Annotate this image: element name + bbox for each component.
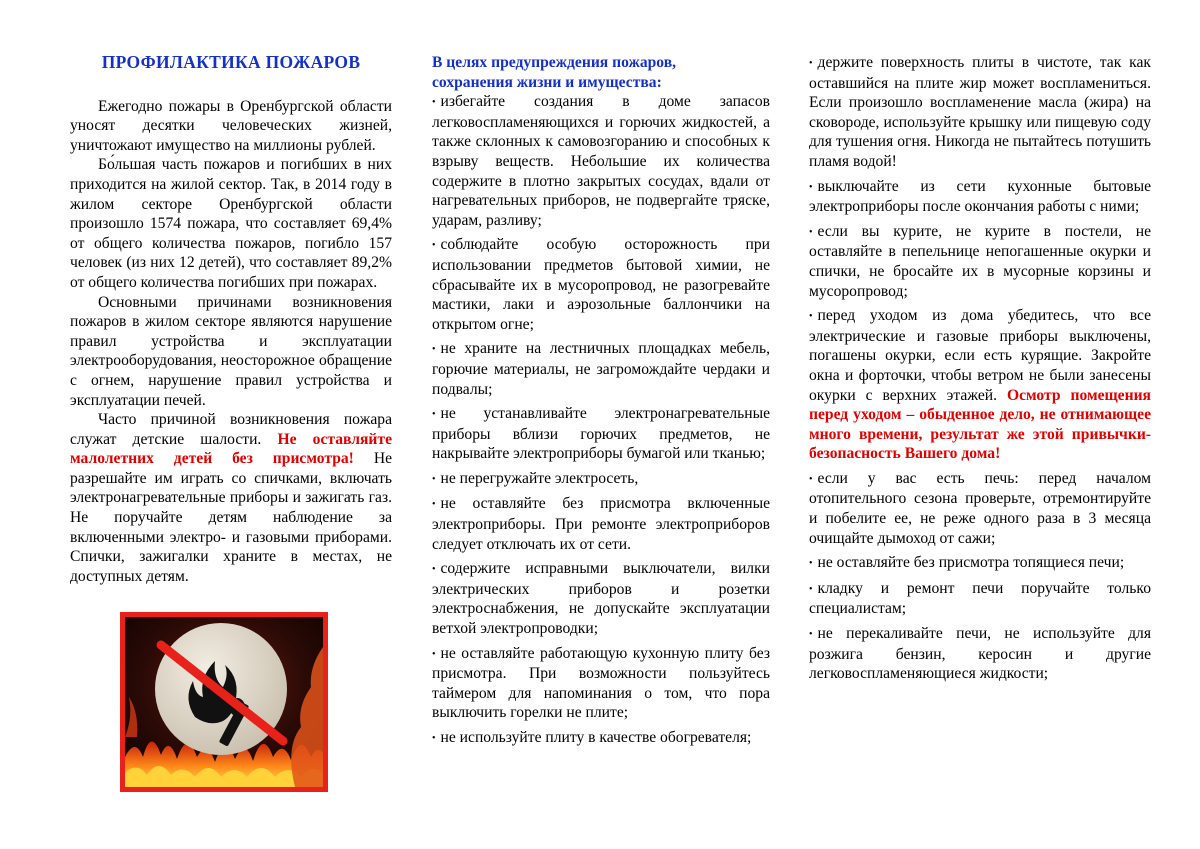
list-item (432, 469, 770, 490)
list-item-text: не храните на лестничных площадках мебель, горючие материалы, не загромождайте чердаки и подвалы; (432, 340, 770, 398)
bullet-icon: • (432, 344, 436, 356)
paragraph-causes: Основными причинами возникновения пожаров в жилом секторе являются нарушение правил устройства и эксплуатации электрооборудования, неосторожное обращение с огнем, нарушение правил устройства и эксплуатации печей. (70, 293, 392, 409)
list-item (432, 728, 770, 749)
bullet-icon: • (809, 583, 813, 595)
list-item-text: содержите исправными выключатели, вилки электрических приборов и розетки электроснабжения, не допускайте эксплуатации ветхой электропроводки; (432, 560, 770, 638)
list-item-text: не оставляйте без присмотра топящиеся печи; (817, 554, 1125, 572)
list-item (432, 404, 770, 464)
list-item-text: кладку и ремонт печи поручайте только специалистам; (809, 579, 1151, 618)
list-item (809, 53, 1151, 172)
bullet-icon: • (809, 226, 813, 238)
list-item (809, 222, 1151, 301)
list-item-text: соблюдайте особую осторожность при использовании предметов бытовой химии, не сбрасывайте их в мусоропровод, не разогревайте мастики, лаки и аэрозольные баллончики на открытом огне; (432, 236, 770, 333)
list-item-text: не оставляйте без присмотра включенные электроприборы. При ремонте электроприборов следует отключать их от сети. (432, 495, 770, 553)
list-item (809, 306, 1151, 464)
list-item (432, 339, 770, 399)
list-item (809, 624, 1151, 684)
list-item (809, 469, 1151, 548)
bullet-icon: • (809, 181, 813, 193)
list-item (432, 92, 770, 230)
list-item-text: перед уходом из дома убедитесь, что все электрические и газовые приборы выключены, погашены окурки, если есть курящие. Закройте окна и форточки, чтобы ветром не были занесены окурки с верхних этажей. (809, 307, 1151, 404)
bullet-icon: • (432, 733, 436, 744)
prevention-header-line-1: В целях предупреждения пожаров, (432, 54, 677, 71)
list-item-text: не перегружайте электросеть, (440, 469, 639, 487)
list-item (432, 644, 770, 723)
bullet-icon: • (432, 499, 436, 511)
list-item-text: выключайте из сети кухонные бытовые электроприборы после окончания работы с ними; (809, 177, 1151, 216)
bullet-icon: • (809, 558, 813, 570)
list-item (809, 553, 1151, 574)
bullet-icon: • (432, 648, 436, 660)
list-item (432, 235, 770, 334)
list-item (432, 494, 770, 554)
no-fire-prohibition-sign-icon (125, 617, 323, 787)
bullet-icon: • (809, 58, 813, 69)
prevention-header (432, 53, 770, 92)
bullet-icon: • (432, 564, 436, 576)
list-item-text: держите поверхность плиты в чистоте, так как оставшийся на плите жир может воспламениться. Если произошло воспламенение масла (жира) на сковороде, используйте крышку или пищевую соду для тушения огня. Никогда не пытайтесь потушить пламя водой! (809, 54, 1151, 170)
bullet-icon: • (432, 409, 436, 421)
page-title: ПРОФИЛАКТИКА ПОЖАРОВ (101, 52, 361, 72)
column-1 (70, 0, 392, 586)
list-item (809, 177, 1151, 217)
leaving-home-warning: Осмотр помещения перед уходом – обыденное дело, не отнимающее много времени, результат же этой привычки- безопасность Вашего дома! (809, 386, 1151, 463)
prevention-header-line-2: сохранения жизни и имущества: (432, 73, 662, 91)
bullet-icon: • (809, 473, 813, 485)
bullet-icon: • (809, 629, 813, 641)
list-item (809, 579, 1151, 619)
bullet-icon: • (809, 311, 813, 323)
bullet-icon: • (432, 473, 436, 485)
children-text-a: Часто причиной возникновения пожара служат детские шалости. (70, 411, 392, 448)
list-item-text: не используйте плиту в качестве обогревателя; (440, 729, 752, 746)
paragraph-children (70, 410, 392, 586)
list-item (432, 559, 770, 638)
no-fire-sign-image (120, 612, 328, 792)
bullet-icon: • (432, 97, 436, 109)
list-item-text: если вы курите, не курите в постели, не оставляйте в пепельнице непогашенные окурки и спички, не бросайте их в мусорные корзины и мусоропровод; (809, 222, 1151, 300)
list-item-text: избегайте создания в доме запасов легковоспламеняющихся и горючих жидкостей, а также склонных к самовозгоранию и способных к взрыву веществ. Небольшие их количества содержите в плотно закрытых сосудах, вдали от нагревательных приборов, не подвергайте тряске, ударам, разливу; (432, 93, 770, 229)
bullet-icon: • (432, 240, 436, 252)
list-item-text: не оставляйте работающую кухонную плиту без присмотра. При возможности пользуйтесь таймером для напоминания о том, что пора выключить горелки не плите; (432, 644, 770, 722)
list-item-text: не устанавливайте электронагревательные приборы вблизи горючих предметов, не накрывайте электроприборы бумагой или тканью; (432, 405, 770, 463)
children-text-b: Не разрешайте им играть со спичками, включать электронагревательные приборы и зажигать газ. Не поручайте детям наблюдение за включенными электро- и газовыми приборами. Спички, зажигалки храните в местах, не доступных детям. (70, 450, 392, 585)
paragraph-statistics: Бо́льшая часть пожаров и погибших в них приходится на жилой сектор. Так, в 2014 году в жилом секторе Оренбургской области произошло 1574 пожара, что составляет 69,4% от общего количества пожаров, погибло 157 человек (из них 12 детей), что составляет 89,2% от общего количества погибших при пожарах. (70, 156, 392, 291)
list-item-text: если у вас есть печь: перед началом отопительного сезона проверьте, отремонтируйте и побелите ее, не реже одного раза в 3 месяца очищайте дымоход от сажи; (809, 469, 1151, 547)
children-warning: Не оставляйте малолетних детей без присмотра! (70, 430, 392, 468)
column-3 (809, 0, 1151, 689)
paragraph-intro: Ежегодно пожары в Оренбургской области уносят десятки человеческих жизней, уничтожают имущество на миллионы рублей. (70, 97, 392, 154)
list-item-text: не перекаливайте печи, не используйте для розжига бензин, керосин и другие легковоспламеняющиеся жидкости; (809, 625, 1151, 683)
column-2 (432, 0, 770, 754)
